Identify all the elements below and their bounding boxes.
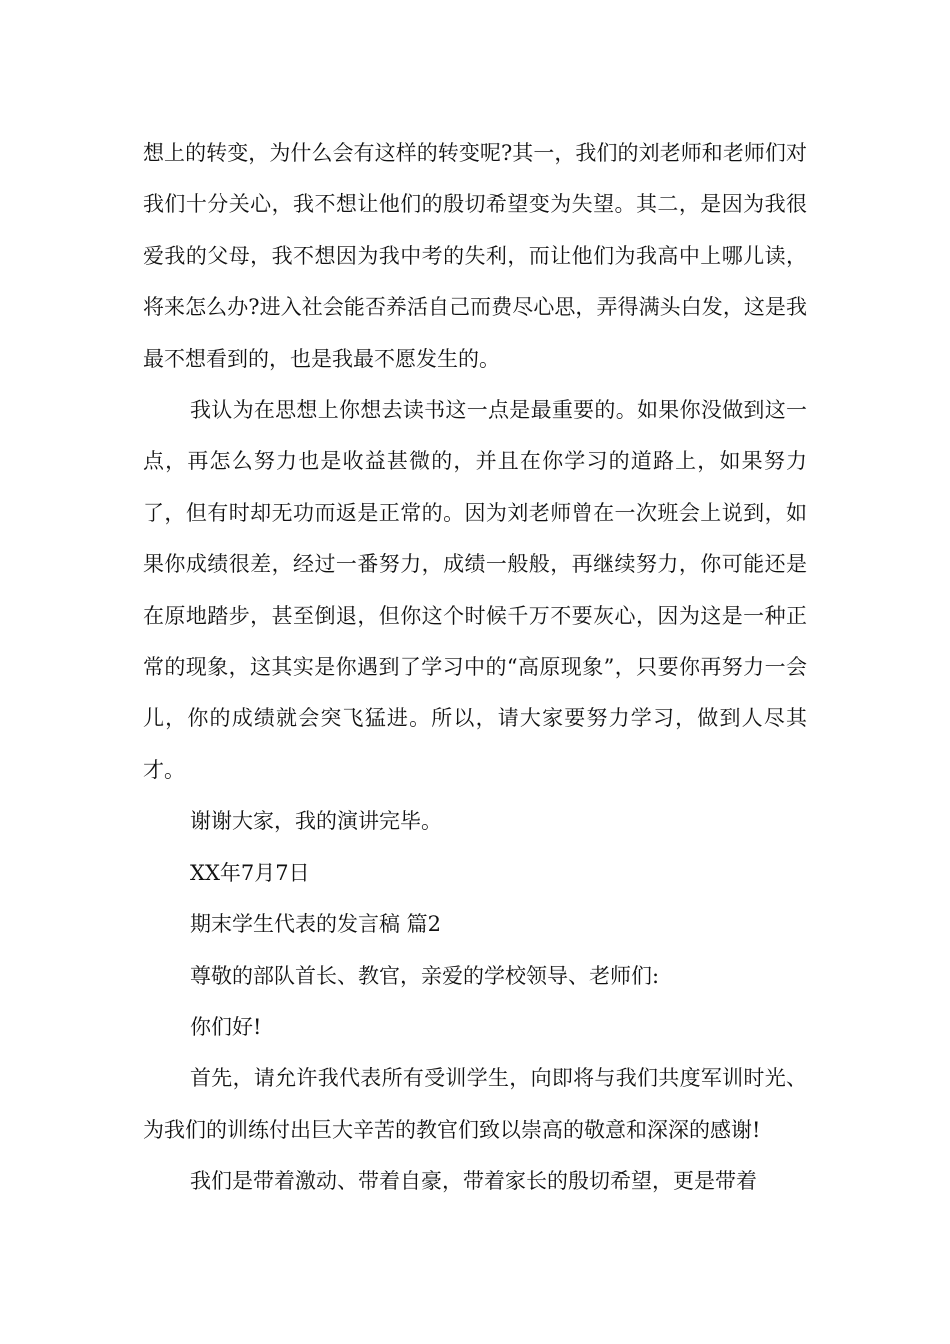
paragraph-salutation: 尊敬的部队首长、教官，亲爱的学校领导、老师们: (190, 963, 660, 988)
paragraph-study-attitude: 我认为在思想上你想去读书这一点是最重要的。如果你没做到这一点，再怎么努力也是收益甚微的，并且在你学习的道路上，如果努力了，但有时却无功而返是正常的。因为刘老师曾在一次班会上说到，如果你成绩很差，经过一番努力，成绩一般般，再继续努力，你可能还是在原地踏步，甚至倒退，但你这个时候千万不要灰心，因为这是一种正常的现象，这其实是你遇到了学习中的“高原现象”，只要你再努力一会儿，你的成绩就会突飞猛进。所以，请大家要努力学习，做到人尽其才。 (143, 398, 807, 782)
document-page (143, 128, 807, 1208)
paragraph-opening: 我们是带着激动、带着自豪，带着家长的殷切希望，更是带着 (190, 1169, 757, 1194)
paragraph-continuation: 想上的转变，为什么会有这样的转变呢?其一，我们的刘老师和老师们对我们十分关心，我不想让他们的殷切希望变为失望。其二，是因为我很爱我的父母，我不想因为我中考的失利，而让他们为我高中上哪儿读，将来怎么办?进入社会能否养活自己而费尽心思，弄得满头白发，这是我最不想看到的，也是我最不愿发生的。 (143, 141, 807, 371)
section-heading: 期末学生代表的发言稿 篇2 (190, 912, 442, 937)
paragraph-date: XX年7月7日 (190, 860, 310, 885)
paragraph-greeting: 你们好! (190, 1014, 262, 1039)
paragraph-gratitude: 首先，请允许我代表所有受训学生，向即将与我们共度军训时光、为我们的训练付出巨大辛苦的教官们致以崇高的敬意和深深的感谢! (143, 1066, 807, 1142)
paragraph-closing-thanks: 谢谢大家，我的演讲完毕。 (190, 809, 442, 834)
